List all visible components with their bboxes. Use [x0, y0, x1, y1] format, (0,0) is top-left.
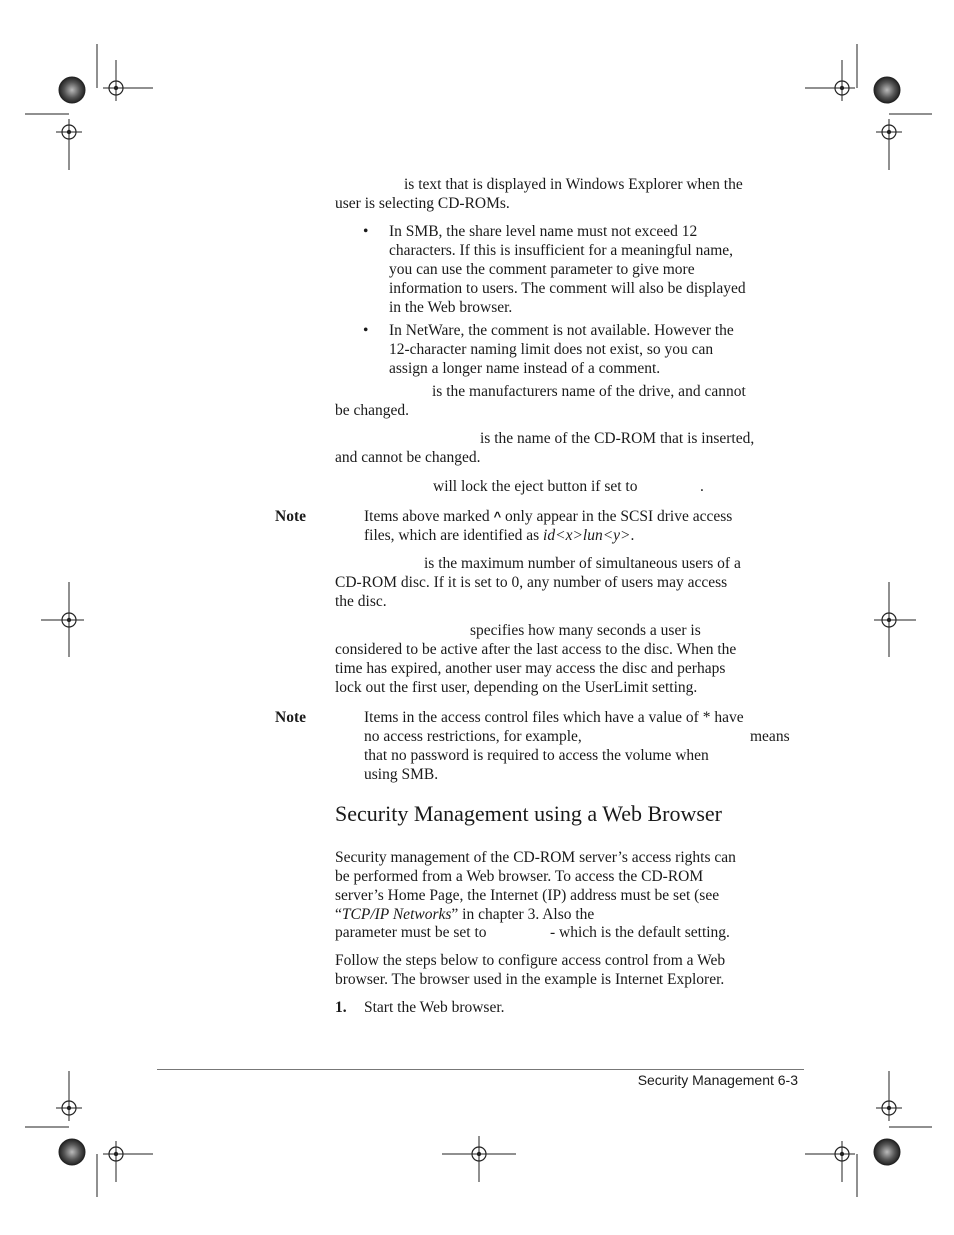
user-timeout-description-line-2: considered to be active after the last access to the disc. When the: [335, 641, 737, 658]
starburst-mark-icon: [59, 77, 85, 103]
steps-intro-line-1: Follow the steps below to configure access control from a Web: [335, 952, 726, 969]
web-security-intro-line-2: be performed from a Web browser. To access the CD-ROM: [335, 868, 704, 885]
bullet-2-line-1: In NetWare, the comment is not available. However the: [389, 322, 734, 339]
comment-description-line-2: user is selecting CD-ROMs.: [335, 195, 510, 212]
web-security-intro-line-1: Security management of the CD-ROM server’s access rights can: [335, 849, 736, 866]
note-2-line-2-end: means: [750, 728, 790, 745]
user-limit-description-line-1: is the maximum number of simultaneous users of a: [424, 555, 741, 572]
footer-rule: [157, 1069, 804, 1070]
note-label: Note: [275, 508, 306, 525]
bullet-icon: •: [363, 223, 369, 240]
note-1-line-2: files, which are identified as id<x>lun<y>.: [364, 527, 635, 544]
cd-name-description-line-2: and cannot be changed.: [335, 449, 481, 466]
user-limit-description-line-3: the disc.: [335, 593, 387, 610]
starburst-mark-icon: [59, 1139, 85, 1165]
starburst-mark-icon: [874, 1139, 900, 1165]
bullet-1-line-1: In SMB, the share level name must not exceed 12: [389, 223, 698, 240]
bullet-2-line-2: 12-character naming limit does not exist, so you can: [389, 341, 714, 358]
bullet-1-line-5: in the Web browser.: [389, 299, 513, 316]
note-label: Note: [275, 709, 306, 726]
note-1-line-1: Items above marked ^ only appear in the SCSI drive access: [364, 508, 733, 525]
web-security-intro-line-4: “TCP/IP Networks” in chapter 3. Also the: [335, 906, 595, 923]
comment-description-line-1: is text that is displayed in Windows Explorer when the: [404, 176, 743, 193]
bullet-2-line-3: assign a longer name instead of a comment.: [389, 360, 661, 377]
section-heading: Security Management using a Web Browser: [335, 801, 723, 826]
note-2-line-2-start: no access restrictions, for example,: [364, 728, 582, 745]
user-timeout-description-line-3: time has expired, another user may access the disc and perhaps: [335, 660, 726, 677]
user-limit-description-line-2: CD-ROM disc. If it is set to 0, any number of users may access: [335, 574, 728, 591]
note-2-line-1: Items in the access control files which have a value of * have: [364, 709, 744, 726]
cd-name-description-line-1: is the name of the CD-ROM that is inserted,: [480, 430, 755, 447]
web-security-intro-line-5-start: parameter must be set to: [335, 924, 487, 941]
bullet-1-line-3: you can use the comment parameter to give more: [389, 261, 695, 278]
eject-lock-period: .: [700, 478, 704, 495]
bullet-icon: •: [363, 322, 369, 339]
caret-symbol: ^: [493, 509, 502, 524]
page-footer: Security Management 6-3: [637, 1072, 798, 1088]
manufacturer-description-line-2: be changed.: [335, 402, 410, 419]
web-security-intro-line-5-end: - which is the default setting.: [550, 924, 730, 941]
bullet-1-line-2: characters. If this is insufficient for a meaningful name,: [389, 242, 734, 259]
starburst-mark-icon: [874, 77, 900, 103]
step-text: Start the Web browser.: [364, 999, 505, 1016]
manufacturer-description-line-1: is the manufacturers name of the drive, and cannot: [432, 383, 746, 400]
cross-reference-link: TCP/IP Networks: [341, 906, 452, 923]
note-2-line-4: using SMB.: [364, 766, 439, 783]
eject-lock-description: will lock the eject button if set to: [433, 478, 638, 495]
user-timeout-description-line-4: lock out the first user, depending on the UserLimit setting.: [335, 679, 698, 696]
user-timeout-description-line-1: specifies how many seconds a user is: [470, 622, 701, 639]
bullet-1-line-4: information to users. The comment will also be displayed: [389, 280, 746, 297]
web-security-intro-line-3: server’s Home Page, the Internet (IP) address must be set (see: [335, 887, 720, 904]
step-number: 1.: [335, 999, 347, 1016]
steps-intro-line-2: browser. The browser used in the example is Internet Explorer.: [335, 971, 725, 988]
note-2-line-3: that no password is required to access the volume when: [364, 747, 709, 764]
